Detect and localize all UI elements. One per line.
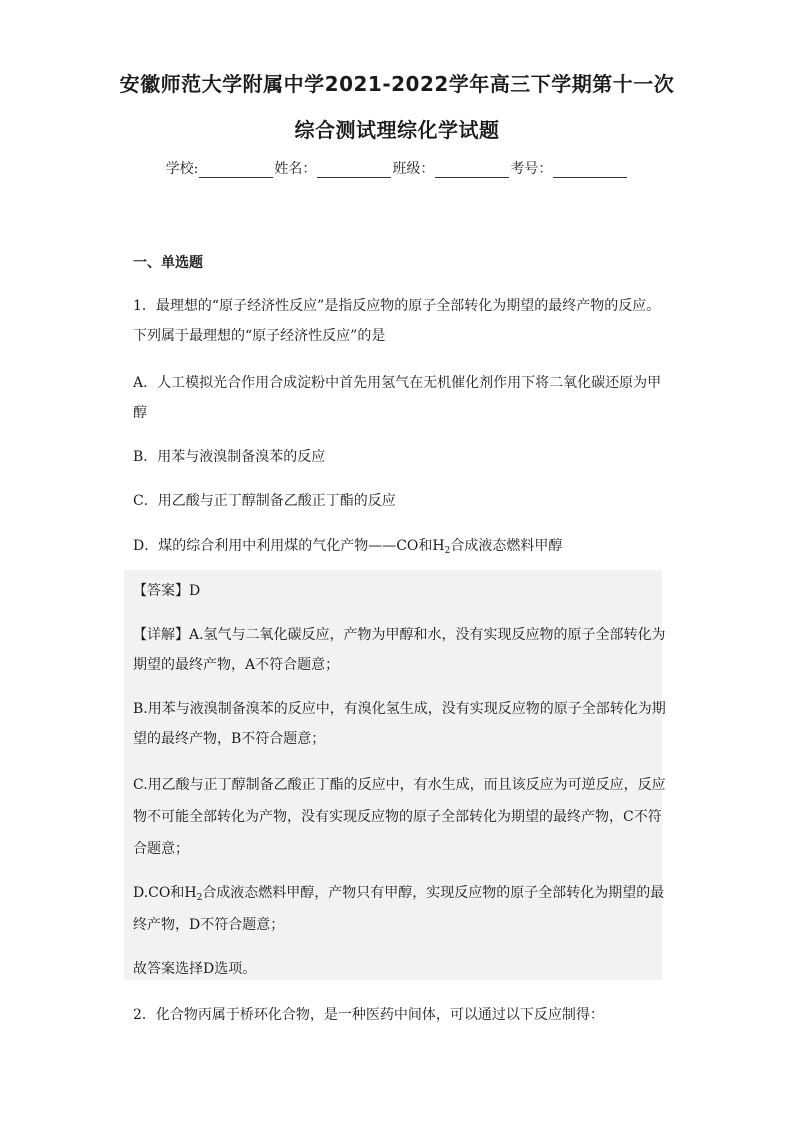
option-c: C．用乙酸与正丁醇制备乙酸正丁酯的反应 bbox=[133, 493, 396, 509]
option-d-post: 合成液态燃料甲醇 bbox=[450, 538, 563, 554]
class-blank[interactable] bbox=[435, 163, 509, 178]
detail-d-subscript: 2 bbox=[196, 893, 203, 903]
section-title: 一、单选题 bbox=[133, 255, 203, 271]
name-blank[interactable] bbox=[317, 163, 391, 178]
detail-b-line1: B.用苯与液溴制备溴苯的反应中，有溴化氢生成，没有实现反应物的原子全部转化为期 bbox=[133, 701, 666, 717]
option-d-subscript: 2 bbox=[444, 546, 451, 556]
answer-line: 【答案】D bbox=[133, 583, 201, 599]
option-d-pre: D．煤的综合利用中利用煤的气化产物——CO和H bbox=[133, 538, 445, 554]
exam-no-label: 考号： bbox=[510, 161, 553, 177]
question2-stem-line1: 2．化合物丙属于桥环化合物，是一种医药中间体，可以通过以下反应制得： bbox=[133, 1007, 604, 1023]
detail-d-line2: 终产物，D不符合题意； bbox=[133, 917, 285, 933]
detail-b-line2: 望的最终产物，B不符合题意； bbox=[133, 731, 326, 747]
question1-stem-line1: 1．最理想的“原子经济性反应”是指反应物的原子全部转化为期望的最终产物的反应。 bbox=[133, 298, 661, 314]
school-label: 学校: bbox=[165, 161, 199, 177]
option-b: B．用苯与液溴制备溴苯的反应 bbox=[133, 449, 326, 465]
answer-conclusion: 故答案选择D选项。 bbox=[133, 961, 257, 977]
detail-d-pre: D.CO和H bbox=[133, 885, 197, 901]
document-title-line1: 安徽师范大学附属中学2021-2022学年高三下学期第十一次 bbox=[119, 72, 675, 96]
detail-c-line2: 物不可能全部转化为产物，没有实现反应物的原子全部转化为期望的最终产物，C不符 bbox=[133, 809, 662, 825]
class-label: 班级： bbox=[392, 161, 435, 177]
detail-d-line1 bbox=[133, 882, 664, 902]
detail-c-line3: 合题意； bbox=[133, 841, 189, 857]
school-blank[interactable] bbox=[199, 163, 273, 178]
detail-a-line1: 【详解】A.氢气与二氧化碳反应，产物为甲醇和水，没有实现反应物的原子全部转化为 bbox=[133, 627, 666, 643]
detail-d-post: 合成液态燃料甲醇，产物只有甲醇，实现反应物的原子全部转化为期望的最 bbox=[202, 885, 665, 901]
option-a-line1: A．人工模拟光合作用合成淀粉中首先用氢气在无机催化剂作用下将二氧化碳还原为甲 bbox=[133, 375, 662, 391]
name-label: 姓名： bbox=[274, 161, 317, 177]
question1-stem-line2: 下列属于最理想的“原子经济性反应”的是 bbox=[133, 328, 386, 344]
document-title-line2: 综合测试理综化学试题 bbox=[294, 118, 500, 142]
detail-a-line2: 期望的最终产物，A不符合题意； bbox=[133, 657, 340, 673]
exam-no-blank[interactable] bbox=[553, 163, 627, 178]
option-d bbox=[133, 535, 562, 555]
option-a-line2: 醇 bbox=[133, 405, 147, 421]
detail-c-line1: C.用乙酸与正丁醇制备乙酸正丁酯的反应中，有水生成，而且该反应为可逆反应，反应 bbox=[133, 777, 666, 793]
student-info-row bbox=[0, 158, 794, 178]
